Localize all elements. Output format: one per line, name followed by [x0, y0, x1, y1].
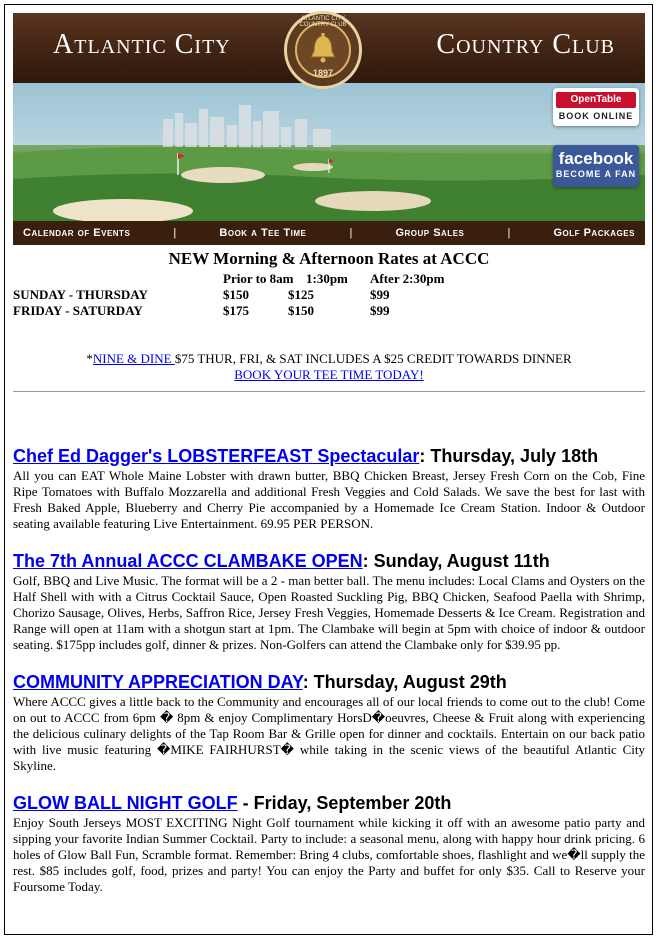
rates-price-cell: $99 [370, 287, 390, 302]
rates-title: NEW Morning & Afternoon Rates at ACCC [168, 249, 490, 268]
rates-header-row [13, 271, 645, 287]
nav-separator: | [173, 227, 177, 239]
facebook-logo: facebook [558, 149, 634, 168]
page-content [13, 13, 645, 913]
brand-title-right: Country Club [436, 29, 615, 60]
nav-golf-packages[interactable]: Golf Packages [553, 227, 635, 239]
opentable-logo: OpenTable [556, 92, 636, 108]
event-date: : Thursday, July 18th [419, 446, 599, 466]
promo-prefix: * [86, 351, 93, 366]
seal-year: 1897 [312, 68, 334, 78]
rates-header-cell: 1:30pm [306, 271, 348, 286]
event-heading [13, 792, 645, 814]
events-list [13, 445, 645, 895]
event-description: Enjoy South Jerseys MOST EXCITING Night Golf tournament while kicking it off with an awesome patio party and sipping your favorite Indian Summer Cocktail. Party to include: a seasonal menu, along with happy hour drink pricing. 6 holes of Glow Ball Fun, Scramble format. Remember: Bring 4 clubs, comfortable shoes, flashlight and we�ll supply the rest. $85 includes golf, food, prizes and party! You can enjoy the Party and buffet for only $35. Call to Reserve your Foursome Today. [13, 815, 645, 894]
event-heading [13, 445, 645, 467]
event-title-link[interactable]: The 7th Annual ACCC CLAMBAKE OPEN [13, 551, 363, 571]
rates-row [13, 287, 645, 303]
nav-separator: | [507, 227, 511, 239]
nav-book-tee-time[interactable]: Book a Tee Time [219, 227, 307, 239]
book-tee-time-row [13, 367, 645, 383]
rates-price-cell: $150 [288, 303, 314, 318]
opentable-book-online-button[interactable] [553, 88, 639, 126]
event-description: All you can EAT Whole Maine Lobster with drawn butter, BBQ Chicken Breast, Jersey Fresh Corn on the Cob, Fine Ripe Tomatoes with Buffalo Mozzarella and additional Fresh Veggies and Cold Salads. We save the best for last with Fresh Baked Apple, Blueberry and Cherry Pie accompanied by a Homemade Ice Cream Station. Indoor & Outdoor seating available featuring Live Entertainment. 69.95 PER PERSON. [13, 468, 645, 531]
facebook-become-fan-button[interactable] [553, 145, 639, 187]
event-item [13, 550, 645, 653]
promo-text: $75 THUR, FRI, & SAT INCLUDES A $25 CREDIT TOWARDS DINNER [174, 351, 572, 366]
rates-price-cell: $175 [223, 303, 249, 318]
main-nav [13, 221, 645, 245]
rates-table [13, 271, 645, 319]
event-item [13, 445, 645, 532]
event-title-link[interactable]: Chef Ed Dagger's LOBSTERFEAST Spectacular [13, 446, 420, 466]
event-item [13, 671, 645, 774]
book-tee-time-link[interactable]: BOOK YOUR TEE TIME TODAY! [234, 367, 424, 382]
brand-title-left: Atlantic City [53, 29, 231, 60]
club-seal-logo[interactable] [284, 11, 362, 89]
event-item [13, 792, 645, 895]
event-title-link[interactable]: GLOW BALL NIGHT GOLF [13, 793, 238, 813]
opentable-caption: BOOK ONLINE [558, 111, 634, 121]
event-date: : Thursday, August 29th [302, 672, 507, 692]
page-frame [4, 4, 653, 935]
event-title-link[interactable]: COMMUNITY APPRECIATION DAY [13, 672, 303, 692]
event-heading [13, 550, 645, 572]
rates-header-cell: Prior to 8am [223, 271, 294, 286]
nine-dine-link[interactable]: NINE & DINE [92, 351, 175, 366]
rates-price-cell: $125 [288, 287, 314, 302]
event-date: - Friday, September 20th [237, 793, 452, 813]
rates-price-cell: $99 [370, 303, 390, 318]
section-divider [13, 391, 645, 392]
nav-calendar-of-events[interactable]: Calendar of Events [23, 227, 131, 239]
rates-day-cell: FRIDAY - SATURDAY [13, 303, 143, 318]
event-date: : Sunday, August 11th [362, 551, 550, 571]
event-description: Where ACCC gives a little back to the Community and encourages all of our local friends to come out to the club! Come on out to ACCC from 6pm � 8pm & enjoy Complimentary HorsD�oeuvres, Cheese & Fruit along with experiencing the delicious culinary delights of the Tap Room Bar & Grille open for dinner and cocktails. Entertain on our back patio with live music featuring �MIKE FAIRHURST� while taking in the scenic views of the beautiful Atlantic City Skyline. [13, 694, 645, 773]
site-header [13, 13, 645, 83]
event-heading [13, 671, 645, 693]
banner-skyline-graphic [13, 83, 645, 221]
rates-price-cell: $150 [223, 287, 249, 302]
rates-header-cell: After 2:30pm [370, 271, 445, 286]
facebook-caption: BECOME A FAN [555, 169, 637, 179]
nav-group-sales[interactable]: Group Sales [395, 227, 465, 239]
rates-day-cell: SUNDAY - THURSDAY [13, 287, 148, 302]
nine-dine-promo [13, 351, 645, 367]
course-banner-image [13, 83, 645, 221]
rates-row [13, 303, 645, 319]
event-description: Golf, BBQ and Live Music. The format will be a 2 - man better ball. The menu includes: Local Clams and Oysters on the Half Shell with with a Citrus Cocktail Sauce, Open Roasted Suckling Pig, BBQ Chicken, Seafood Paella with Shrimp, Chorizo Sausage, Olives, Herbs, Saffron Rice, Jersey Fresh Veggies, Homemade Desserts & Ice Cream. Registration and Range will open at 11am with a shotgun start at 1pm. The Clambake will begin at 5pm with choice of indoor & outdoor seating. $175pp includes golf, dinner & prizes. Non-Golfers can attend the Clambake only for $39.95 pp. [13, 573, 645, 652]
nav-separator: | [349, 227, 353, 239]
seal-text: ATLANTIC CITY COUNTRY CLUB [299, 16, 347, 28]
